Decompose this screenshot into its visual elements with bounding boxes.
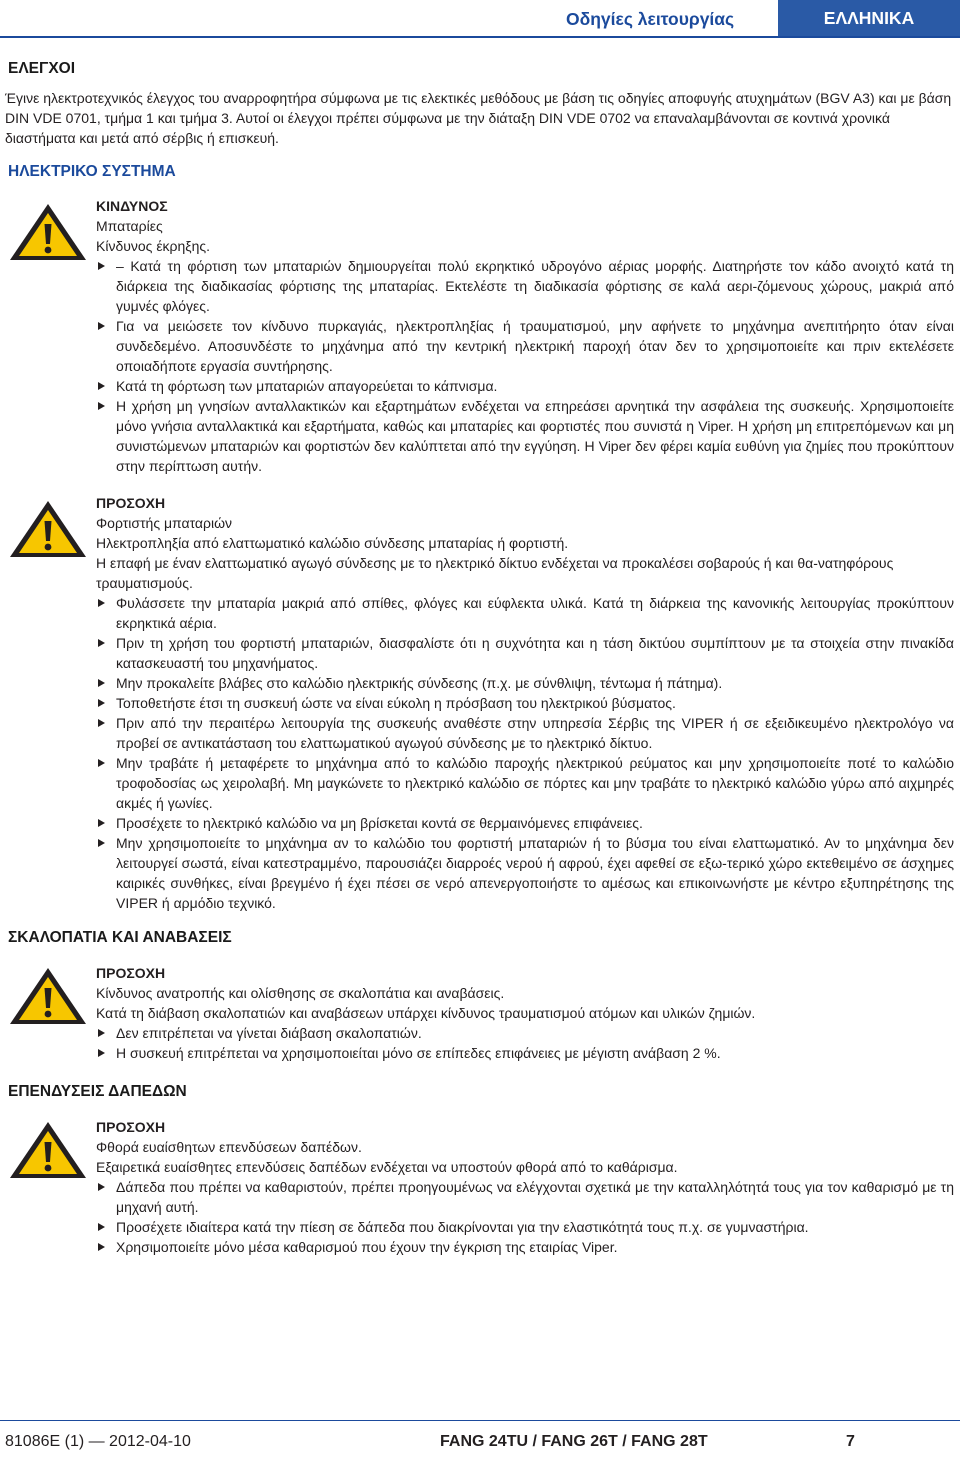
- list-item: Δεν επιτρέπεται να γίνεται διάβαση σκαλοπατιών.: [96, 1023, 954, 1043]
- list-item: Προσέχετε ιδιαίτερα κατά την πίεση σε δάπεδα που διακρίνονται για την ελαστικότητά τους π.χ. σε γυμναστήρια.: [96, 1217, 954, 1237]
- bullet-arrow-icon: [98, 719, 105, 727]
- danger-list: [96, 256, 954, 476]
- caution-list: [96, 1177, 954, 1257]
- danger-label: ΚΙΝΔΥΝΟΣ: [96, 198, 168, 214]
- list-item: Πριν από την περαιτέρω λειτουργία της συσκευής αναθέστε στην υπηρεσία Σέρβις της VIPER ή σε εξειδικευμένο ηλεκτρολόγο να προβεί σε αντικατάσταση του ελαττωματικού αγωγού σύνδεσης με το ηλεκτρικό δίκτυο.: [96, 713, 954, 753]
- electrical-heading: ΗΛΕΚΤΡΙΚΟ ΣΥΣΤΗΜΑ: [8, 163, 176, 180]
- list-item: Τοποθετήστε έτσι τη συσκευή ώστε να είναι εύκολη η πρόσβαση του ηλεκτρικού βύσματος.: [96, 693, 954, 713]
- warning-triangle-icon: [6, 200, 90, 264]
- warning-triangle-icon: [6, 964, 90, 1028]
- footer-models: FANG 24TU / FANG 26T / FANG 28T: [440, 1433, 708, 1450]
- caution-line: Φθορά ευαίσθητων επενδύσεων δαπέδων.: [96, 1139, 362, 1155]
- caution-label: ΠΡΟΣΟΧΗ: [96, 1119, 166, 1135]
- list-item: Για να μειώσετε τον κίνδυνο πυρκαγιάς, ηλεκτροπληξίας ή τραυματισμού, μην αφήνετε το μηχάνημα ανεπιτήρητο όταν είναι συνδεδεμένο. Αποσυνδέστε το μηχάνημα από την κεντρική ηλεκτρική παροχή όταν δεν το χρησιμοποιείτε και πριν εκτελέσετε οποιαδήποτε εργασία συντήρησης.: [96, 316, 954, 376]
- caution-list: [96, 593, 954, 913]
- list-item: Κατά τη φόρτωση των μπαταριών απαγορεύεται το κάπνισμα.: [96, 376, 954, 396]
- bullet-arrow-icon: [98, 819, 105, 827]
- list-item: Μην χρησιμοποιείτε το μηχάνημα αν το καλώδιο του φορτιστή μπαταριών ή το βύσμα του είναι ελαττωματικό. Αν το μηχάνημα δεν λειτουργεί σωστά, είναι κατεστραμμένο, παρουσιάζει διαρροές νερού ή αφρού, έχει αφεθεί σε εξω-τερικό χώρο εκτεθειμένο σε άσχημες καιρικές συνθήκες, είναι βρεγμένο ή έχει πέσει σε νερό απενεργοποιήστε το αμέσως και επικοινωνήστε με κέντρο εξυπηρέτησης της VIPER ή αρμόδιο τεχνικό.: [96, 833, 954, 913]
- list-item: Προσέχετε το ηλεκτρικό καλώδιο να μη βρίσκεται κοντά σε θερμαινόμενες επιφάνειες.: [96, 813, 954, 833]
- bullet-arrow-icon: [98, 639, 105, 647]
- document-title: Οδηγίες λειτουργίας: [566, 9, 735, 29]
- caution-label: ΠΡΟΣΟΧΗ: [96, 495, 166, 511]
- footer-divider: [0, 1420, 960, 1421]
- caution-line: Φορτιστής μπαταριών: [96, 515, 233, 531]
- list-item: Μην τραβάτε ή μεταφέρετε το μηχάνημα από το καλώδιο παροχής ηλεκτρικού ρεύματος και μην χρησιμοποιείτε ποτέ το καλώδιο τροφοδοσίας ως χειρολαβή. Μη μαγκώνετε το ηλεκτρικό καλώδιο σε πόρτες και μην τραβάτε το ηλεκτρικό καλώδιο γύρω από αιχμηρές ακμές ή γωνίες.: [96, 753, 954, 813]
- list-item: Η συσκευή επιτρέπεται να χρησιμοποιείται μόνο σε επίπεδες επιφάνειες με μέγιστη ανάβαση 2 %.: [96, 1043, 954, 1063]
- footer-doc-id: 81086E (1) — 2012-04-10: [5, 1433, 191, 1450]
- caution-line: Η επαφή με έναν ελαττωματικό αγωγό σύνδεσης με το ηλεκτρικό δίκτυο ενδέχεται να προκαλέσει σοβαρούς ή και θα-νατηφόρους τραυματισμούς.: [96, 555, 894, 591]
- warning-triangle-icon: [6, 1118, 90, 1182]
- list-item: Η χρήση μη γνησίων ανταλλακτικών και εξαρτημάτων ενδέχεται να επηρεάσει αρνητικά την ασφάλεια της συσκευής. Χρησιμοποιείτε μόνο γνήσια ανταλλακτικά και εξαρτήματα, καθώς και μπαταρίες και φορτιστές που συνιστά η Viper. Η χρήση μη επιτρεπόμενων και μη συνιστώμενων μπαταριών και φορτιστών δεν καλύπτεται από την εγγύηση. Η Viper δεν φέρει καμία ευθύνη για ζημίες που προκύπτουν στην περίπτωση αυτήν.: [96, 396, 954, 476]
- danger-line: Μπαταρίες: [96, 218, 163, 234]
- bullet-arrow-icon: [98, 759, 105, 767]
- bullet-arrow-icon: [98, 1223, 105, 1231]
- stairs-heading: ΣΚΑΛΟΠΑΤΙΑ ΚΑΙ ΑΝΑΒΑΣΕΙΣ: [8, 929, 232, 946]
- danger-line: Κίνδυνος έκρηξης.: [96, 238, 211, 254]
- checks-text: Έγινε ηλεκτροτεχνικός έλεγχος του αναρροφητήρα σύμφωνα με τις ελεκτικές μεθόδους με βάση τις οδηγίες αποφυγής ατυχημάτων (BGV A3) και με βάση DIN VDE 0701, τμήμα 1 και τμήμα 3. Αυτοί οι έλεγχοι πρέπει σύμφωνα με την διάταξη DIN VDE 0702 να επαναλαμβάνονται σε κοντινά χρονικά διαστήματα και μετά από σέρβις ή επισκευή.: [5, 90, 952, 146]
- bullet-arrow-icon: [98, 262, 105, 270]
- language-tab: ΕΛΛΗΝΙΚΑ: [778, 0, 960, 36]
- caution-box-floors: [96, 1117, 954, 1257]
- bullet-arrow-icon: [98, 599, 105, 607]
- bullet-arrow-icon: [98, 839, 105, 847]
- bullet-arrow-icon: [98, 382, 105, 390]
- list-item: Δάπεδα που πρέπει να καθαριστούν, πρέπει προηγουμένως να ελέγχονται σχετικά με την καταλληλότητά τους για τον καθαρισμό με τη μηχανή αυτή.: [96, 1177, 954, 1217]
- danger-box: [96, 196, 954, 476]
- list-item: Χρησιμοποιείτε μόνο μέσα καθαρισμού που έχουν την έγκριση της εταιρίας Viper.: [96, 1237, 954, 1257]
- caution-list: [96, 1023, 954, 1063]
- caution-line: Κατά τη διάβαση σκαλοπατιών και αναβάσεων υπάρχει κίνδυνος τραυματισμού ατόμων και υλικών ζημιών.: [96, 1005, 756, 1021]
- bullet-arrow-icon: [98, 1243, 105, 1251]
- list-item: Πριν τη χρήση του φορτιστή μπαταριών, διασφαλίστε ότι η συχνότητα και η τάση δικτύου συμπίπτουν με τα στοιχεία στην πινακίδα κατασκευαστή του μηχανήματος.: [96, 633, 954, 673]
- bullet-arrow-icon: [98, 699, 105, 707]
- checks-heading: ΕΛΕΓΧΟΙ: [8, 60, 76, 77]
- bullet-arrow-icon: [98, 402, 105, 410]
- caution-line: Κίνδυνος ανατροπής και ολίσθησης σε σκαλοπάτια και αναβάσεις.: [96, 985, 505, 1001]
- floors-heading: ΕΠΕΝΔΥΣΕΙΣ ΔΑΠΕΔΩΝ: [8, 1083, 187, 1100]
- caution-line: Εξαιρετικά ευαίσθητες επενδύσεις δαπέδων ενδέχεται να υποστούν φθορά από το καθάρισμα.: [96, 1159, 678, 1175]
- bullet-arrow-icon: [98, 1029, 105, 1037]
- bullet-arrow-icon: [98, 1049, 105, 1057]
- list-item: Μην προκαλείτε βλάβες στο καλώδιο ηλεκτρικής σύνδεσης (π.χ. με σύνθλιψη, τέντωμα ή πάτημα).: [96, 673, 954, 693]
- list-item: Φυλάσσετε την μπαταρία μακριά από σπίθες, φλόγες και εύφλεκτα υλικά. Κατά τη διάρκεια της κανονικής λειτουργίας προκύπτουν εκρηκτικά αέρια.: [96, 593, 954, 633]
- caution-line: Ηλεκτροπληξία από ελαττωματικό καλώδιο σύνδεσης μπαταρίας ή φορτιστή.: [96, 535, 569, 551]
- bullet-arrow-icon: [98, 322, 105, 330]
- caution-label: ΠΡΟΣΟΧΗ: [96, 965, 166, 981]
- page-number: 7: [846, 1433, 855, 1450]
- list-item: – Κατά τη φόρτιση των μπαταριών δημιουργείται πολύ εκρηκτικό υδρογόνο αέριας μορφής. Διατηρήστε τον κάδο ανοιχτό κατά τη διάρκεια της διαδικασίας φόρτισης της μπαταρίας. Εκτελέστε τη διαδικασία φόρτισης σε καλά αερι-ζόμενους χώρους, μακριά από γυμνές φλόγες.: [96, 256, 954, 316]
- caution-box-charger: [96, 493, 954, 913]
- caution-box-stairs: [96, 963, 954, 1063]
- bullet-arrow-icon: [98, 1183, 105, 1191]
- warning-triangle-icon: [6, 497, 90, 561]
- header-divider: [0, 36, 960, 38]
- bullet-arrow-icon: [98, 679, 105, 687]
